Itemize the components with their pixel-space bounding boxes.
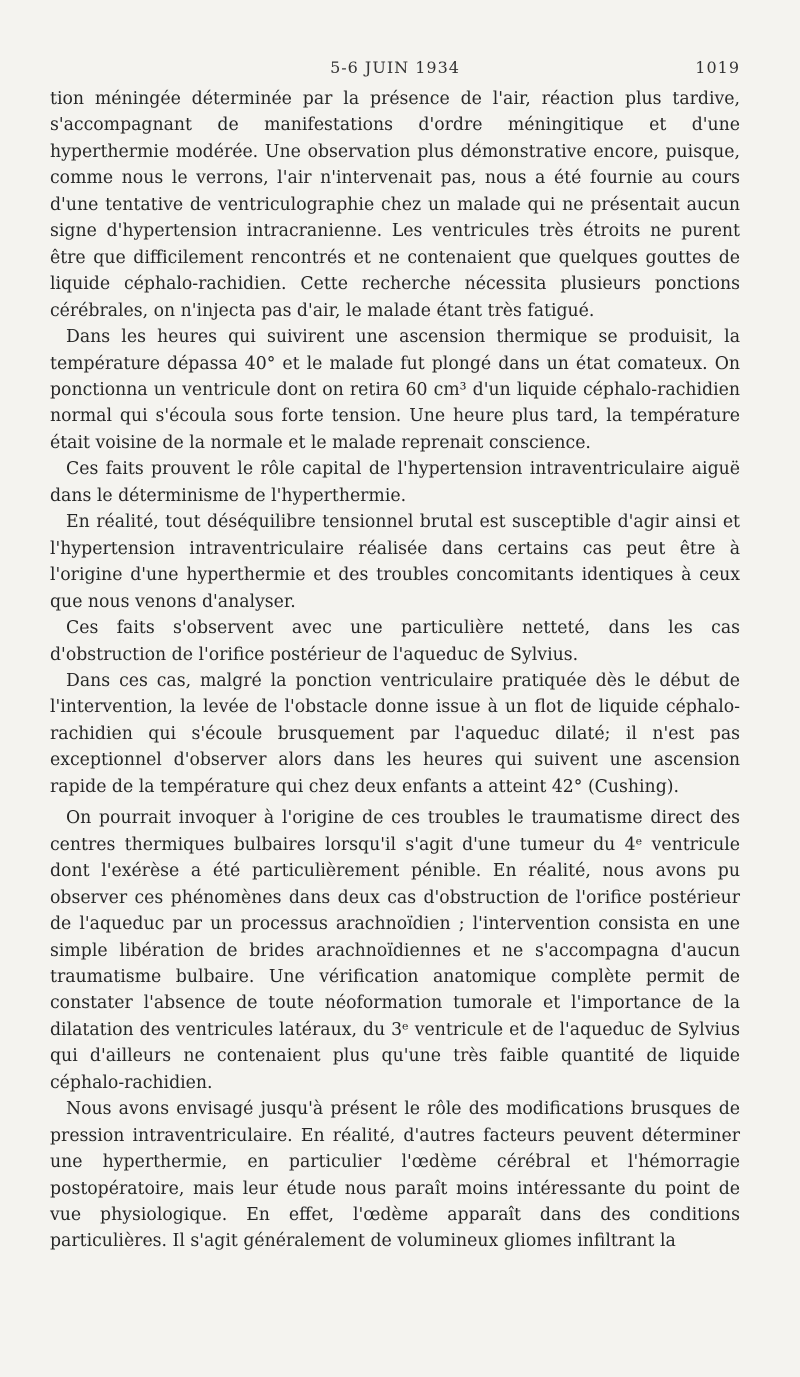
paragraph: Nous avons envisagé jusqu'à présent le rôle des modifications brusques de pression intraventriculaire. En réalité, d'autres facteurs peuvent déterminer une hyperthermie, en particulier l'œdème cérébral et l'hémorragie postopératoire, mais leur étude nous paraît moins intéressante du point de vue physiologique. En effet, l'œdème apparaît dans des conditions particulières. Il s'agit généralement de volumineux gliomes infiltrant la [50, 1099, 740, 1252]
paragraph: tion méningée déterminée par la présence de l'air, réaction plus tardive, s'accompagnant de manifestations d'ordre méningitique et d'une hyperthermie modérée. Une observation plus démonstrative encore, puisque, comme nous le verrons, l'air n'intervenait pas, nous a été fournie au cours d'une tentative de ventriculographie chez un malade qui ne présentait aucun signe d'hypertension intracranienne. Les ventricules très étroits ne purent être que difficilement rencontrés et ne contenaient que quelques gouttes de liquide céphalo-rachidien. Cette recherche nécessita plusieurs ponctions cérébrales, on n'injecta pas d'air, le malade étant très fatigué. [50, 89, 740, 321]
paragraph: Dans ces cas, malgré la ponction ventriculaire pratiquée dès le début de l'intervention, la levée de l'obstacle donne issue à un flot de liquide céphalo-rachidien qui s'écoule brusquement par l'aqueduc dilaté; il n'est pas exceptionnel d'observer alors dans les heures qui suivent une ascension rapide de la température qui chez deux enfants a atteint 42° (Cushing). [50, 670, 740, 797]
paragraph: En réalité, tout déséquilibre tensionnel brutal est susceptible d'agir ainsi et l'hypertension intraventriculaire réalisée dans certains cas peut être à l'origine d'une hyperthermie et des troubles concomitants identiques à ceux que nous venons d'analyser. [50, 512, 740, 612]
page-header [50, 58, 740, 86]
header-date: 5-6 JUIN 1934 [330, 58, 460, 77]
body-text [50, 86, 740, 1255]
paragraph: Ces faits s'observent avec une particulière netteté, dans les cas d'obstruction de l'orifice postérieur de l'aqueduc de Sylvius. [50, 618, 740, 665]
paragraph: Ces faits prouvent le rôle capital de l'hypertension intraventriculaire aiguë dans le déterminisme de l'hyperthermie. [50, 459, 740, 506]
paragraph: On pourrait invoquer à l'origine de ces troubles le traumatisme direct des centres thermiques bulbaires lorsqu'il s'agit d'une tumeur du 4ᵉ ventricule dont l'exérèse a été particulièrement pénible. En réalité, nous avons pu observer ces phénomènes dans deux cas d'obstruction de l'orifice postérieur de l'aqueduc par un processus arachnoïdien ; l'intervention consista en une simple libération de brides arachnoïdiennes et ne s'accompagna d'aucun traumatisme bulbaire. Une vérification anatomique complète permit de constater l'absence de toute néoformation tumorale et l'importance de la dilatation des ventricules latéraux, du 3ᵉ ventricule et de l'aqueduc de Sylvius qui d'ailleurs ne contenaient plus qu'une très faible quantité de liquide céphalo-rachidien. [50, 808, 740, 1093]
page-number: 1019 [695, 58, 740, 77]
paragraph: Dans les heures qui suivirent une ascension thermique se produisit, la température dépassa 40° et le malade fut plongé dans un état comateux. On ponctionna un ventricule dont on retira 60 cm³ d'un liquide céphalo-rachidien normal qui s'écoula sous forte tension. Une heure plus tard, la température était voisine de la normale et le malade reprenait conscience. [50, 327, 740, 453]
